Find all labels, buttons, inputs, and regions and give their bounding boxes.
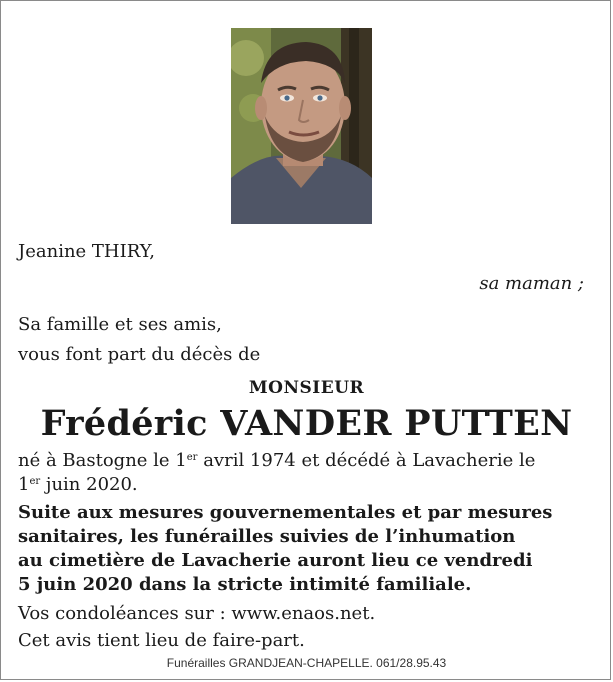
funeral-line: sanitaires, les funérailles suivies de l’inhumation: [18, 526, 516, 547]
funeral-line: au cimetière de Lavacherie auront lieu ce vendredi: [18, 550, 533, 571]
portrait-illustration: [231, 28, 372, 224]
funeral-line: Suite aux mesures gouvernementales et par mesures: [18, 502, 553, 523]
family-line: Sa famille et ses amis,: [18, 314, 222, 335]
mother-name: Jeanine THIRY,: [18, 241, 156, 262]
deceased-name: Frédéric VANDER PUTTEN: [40, 403, 573, 444]
mother-role: sa maman ;: [479, 273, 584, 294]
funeral-details: [18, 501, 593, 597]
ordinal-sup-2: er: [29, 476, 41, 487]
honorific-title: MONSIEUR: [248, 378, 365, 398]
birth-text-3: 1: [18, 474, 30, 495]
birth-text-4: juin 2020.: [40, 474, 138, 495]
ordinal-sup-1: er: [186, 452, 198, 463]
portrait-photo: [231, 28, 372, 224]
birth-text-2: avril 1974 et décédé à Lavacherie le: [197, 450, 536, 471]
birth-text-1: né à Bastogne le 1: [18, 450, 187, 471]
funeral-line: 5 juin 2020 dans la stricte intimité familiale.: [18, 574, 472, 595]
notice-statement: Cet avis tient lieu de faire-part.: [18, 630, 305, 651]
announcement-line: vous font part du décès de: [18, 344, 261, 365]
undertaker-credit: Funérailles GRANDJEAN-CHAPELLE. 061/28.95.43: [166, 656, 447, 670]
condolences-line: Vos condoléances sur : www.enaos.net.: [18, 603, 376, 624]
birth-death-details: [18, 449, 578, 497]
